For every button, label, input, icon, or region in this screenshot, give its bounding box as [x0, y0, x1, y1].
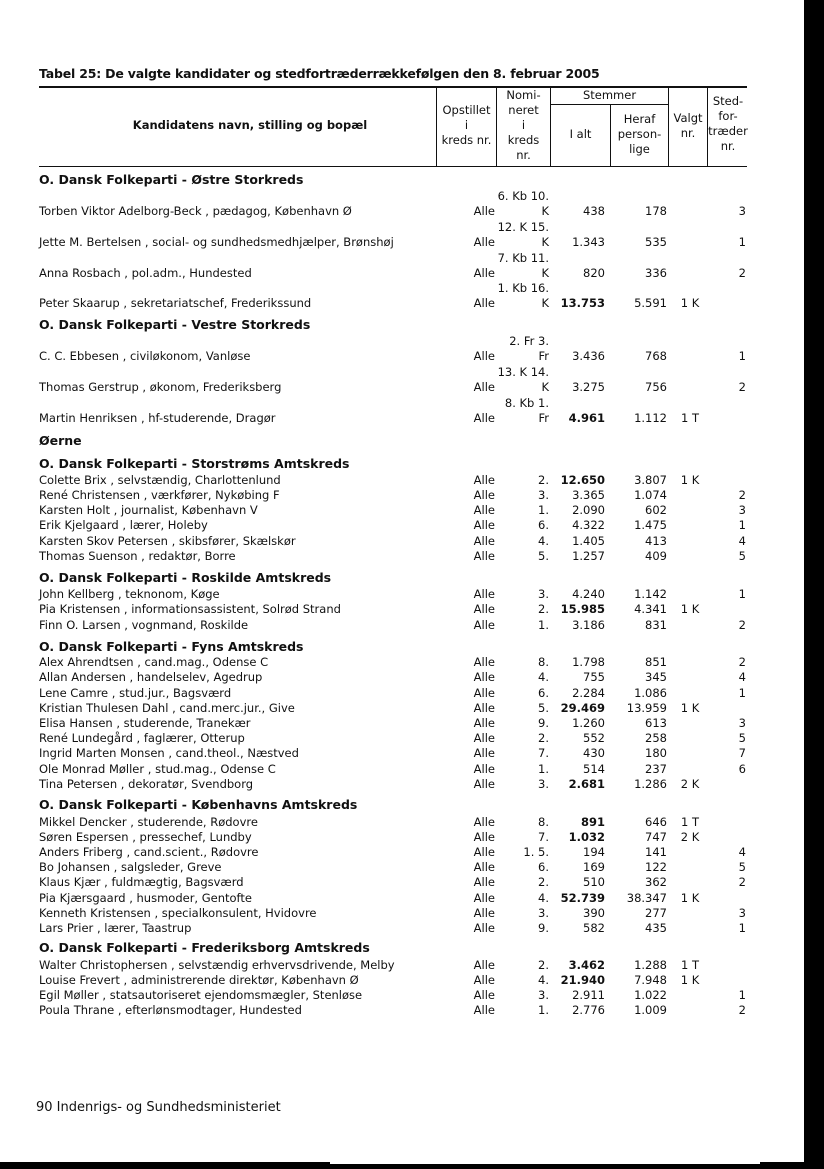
candidate-name: Thomas Gerstrup , økonom, Frederiksberg — [39, 380, 282, 394]
votes-personal: 38.347 — [626, 891, 667, 905]
elected-number: 1 K — [680, 602, 700, 616]
opstillet-cell: Alle — [473, 235, 495, 249]
substitute-number: 6 — [738, 762, 746, 776]
substitute-number: 7 — [738, 746, 746, 760]
votes-personal: 237 — [645, 762, 667, 776]
opstillet-cell: Alle — [473, 815, 495, 829]
elected-number: 1 K — [680, 473, 700, 487]
table-row — [0, 549, 804, 564]
stemmer-rule — [550, 104, 668, 105]
header-sted: Sted- for- træder nr. — [708, 94, 748, 153]
nomineret-cell: 1. 5. — [523, 845, 549, 859]
table-row — [0, 235, 804, 250]
elected-number: 1 T — [681, 411, 699, 425]
nomineret-cell: 1. — [538, 1003, 549, 1017]
table-row — [0, 875, 804, 890]
candidate-name: Pia Kjærsgaard , husmoder, Gentofte — [39, 891, 252, 905]
table-row — [0, 380, 804, 395]
opstillet-cell: Alle — [473, 503, 495, 517]
table-row — [0, 845, 804, 860]
votes-personal: 535 — [645, 235, 667, 249]
opstillet-cell: Alle — [473, 686, 495, 700]
substitute-number: 5 — [738, 860, 746, 874]
votes-total: 4.240 — [572, 587, 605, 601]
opstillet-cell: Alle — [473, 777, 495, 791]
table-row — [0, 618, 804, 633]
substitute-number: 2 — [738, 1003, 746, 1017]
opstillet-cell: Alle — [473, 670, 495, 684]
votes-personal: 1.288 — [634, 958, 667, 972]
table-row — [0, 503, 804, 518]
opstillet-cell: Alle — [473, 958, 495, 972]
votes-total: 755 — [583, 670, 605, 684]
opstillet-cell: Alle — [473, 549, 495, 563]
opstillet-cell: Alle — [473, 534, 495, 548]
nomineret-cell: 4. — [538, 670, 549, 684]
table-row — [0, 746, 804, 761]
nomineret-cell: K — [541, 204, 549, 218]
nomineret-cell: 3. — [538, 587, 549, 601]
votes-personal: 747 — [645, 830, 667, 844]
opstillet-cell: Alle — [473, 988, 495, 1002]
candidate-name: Lene Camre , stud.jur., Bagsværd — [39, 686, 232, 700]
substitute-number: 1 — [738, 349, 746, 363]
nomineret-cell: 5. — [538, 549, 549, 563]
opstillet-cell: Alle — [473, 296, 495, 310]
votes-total: 2.284 — [572, 686, 605, 700]
substitute-number: 3 — [738, 906, 746, 920]
page-footer: 90 Indenrigs- og Sundhedsministeriet — [36, 1100, 281, 1115]
candidate-name: Jette M. Bertelsen , social- og sundhedsmedhjælper, Brønshøj — [39, 235, 394, 249]
candidate-name: Martin Henriksen , hf-studerende, Dragør — [39, 411, 276, 425]
nomineret-cell: K — [541, 266, 549, 280]
nomineret-cell: 4. — [538, 534, 549, 548]
opstillet-cell: Alle — [473, 518, 495, 532]
substitute-number: 1 — [738, 518, 746, 532]
header-bottom-rule — [39, 166, 747, 167]
region-heading: Øerne — [39, 433, 82, 448]
votes-personal: 1.074 — [634, 488, 667, 502]
votes-personal: 4.341 — [634, 602, 667, 616]
table-row — [0, 488, 804, 503]
votes-total: 2.776 — [572, 1003, 605, 1017]
candidate-name: Thomas Suenson , redaktør, Borre — [39, 549, 236, 563]
header-i-alt: I alt — [569, 127, 592, 141]
opstillet-cell: Alle — [473, 906, 495, 920]
candidate-name: Alex Ahrendtsen , cand.mag., Odense C — [39, 655, 269, 669]
votes-personal: 336 — [645, 266, 667, 280]
nomineret-cell: 1. — [538, 618, 549, 632]
table-row — [0, 701, 804, 716]
votes-total: 1.343 — [572, 235, 605, 249]
nominated-district: 1. Kb 16. — [497, 281, 549, 295]
candidate-name: Tina Petersen , dekoratør, Svendborg — [39, 777, 254, 791]
nominated-district: 2. Fr 3. — [509, 334, 549, 348]
table-row — [0, 587, 804, 602]
opstillet-cell: Alle — [473, 349, 495, 363]
nomineret-cell: 4. — [538, 891, 549, 905]
votes-personal: 768 — [645, 349, 667, 363]
opstillet-cell: Alle — [473, 701, 495, 715]
candidate-name: Louise Frevert , administrerende direktør, København Ø — [39, 973, 359, 987]
nominated-district: 7. Kb 11. — [497, 251, 549, 265]
votes-personal: 851 — [645, 655, 667, 669]
elected-number: 1 K — [680, 296, 700, 310]
candidate-name: Erik Kjelgaard , lærer, Holeby — [39, 518, 208, 532]
opstillet-cell: Alle — [473, 921, 495, 935]
opstillet-cell: Alle — [473, 762, 495, 776]
table-row — [0, 988, 804, 1003]
nomineret-cell: K — [541, 235, 549, 249]
header-stemmer: Stemmer — [582, 88, 637, 102]
table-row — [0, 296, 804, 311]
scan-edge-gap — [330, 1162, 760, 1164]
candidate-name: Kenneth Kristensen , specialkonsulent, Hvidovre — [39, 906, 317, 920]
substitute-number: 2 — [738, 875, 746, 889]
votes-total: 3.462 — [568, 958, 605, 972]
opstillet-cell: Alle — [473, 380, 495, 394]
table-row — [0, 891, 804, 906]
table-row — [0, 815, 804, 830]
opstillet-cell: Alle — [473, 875, 495, 889]
votes-personal: 3.807 — [634, 473, 667, 487]
votes-personal: 831 — [645, 618, 667, 632]
votes-total: 4.322 — [572, 518, 605, 532]
votes-total: 430 — [583, 746, 605, 760]
table-row — [0, 602, 804, 617]
opstillet-cell: Alle — [473, 731, 495, 745]
opstillet-cell: Alle — [473, 716, 495, 730]
votes-total: 169 — [583, 860, 605, 874]
opstillet-cell: Alle — [473, 618, 495, 632]
votes-personal: 1.022 — [634, 988, 667, 1002]
section-heading: O. Dansk Folkeparti - Østre Storkreds — [39, 172, 304, 187]
votes-total: 194 — [583, 845, 605, 859]
section-heading: O. Dansk Folkeparti - Vestre Storkreds — [39, 317, 311, 332]
substitute-number: 2 — [738, 618, 746, 632]
votes-total: 390 — [583, 906, 605, 920]
opstillet-cell: Alle — [473, 488, 495, 502]
opstillet-cell: Alle — [473, 891, 495, 905]
candidate-name: John Kellberg , teknonom, Køge — [39, 587, 220, 601]
table-row — [0, 830, 804, 845]
votes-personal: 1.112 — [634, 411, 667, 425]
table-row — [0, 731, 804, 746]
table-title: Tabel 25: De valgte kandidater og stedfortræderrækkefølgen den 8. februar 2005 — [39, 66, 600, 81]
candidate-name: Karsten Skov Petersen , skibsfører, Skælskør — [39, 534, 296, 548]
votes-personal: 1.009 — [634, 1003, 667, 1017]
substitute-number: 1 — [738, 686, 746, 700]
nomineret-cell: 1. — [538, 503, 549, 517]
candidate-name: Allan Andersen , handelselev, Agedrup — [39, 670, 263, 684]
candidate-name: Walter Christophersen , selvstændig erhvervsdrivende, Melby — [39, 958, 395, 972]
nomineret-cell: 2. — [538, 875, 549, 889]
candidate-name: Kristian Thulesen Dahl , cand.merc.jur., Give — [39, 701, 295, 715]
substitute-number: 2 — [738, 380, 746, 394]
votes-total: 3.186 — [572, 618, 605, 632]
candidate-name: Søren Espersen , pressechef, Lundby — [39, 830, 252, 844]
votes-personal: 362 — [645, 875, 667, 889]
votes-total: 3.275 — [572, 380, 605, 394]
nomineret-cell: 8. — [538, 815, 549, 829]
votes-total: 510 — [583, 875, 605, 889]
table-row — [0, 921, 804, 936]
nomineret-cell: 2. — [538, 731, 549, 745]
substitute-number: 3 — [738, 503, 746, 517]
votes-total: 1.257 — [572, 549, 605, 563]
opstillet-cell: Alle — [473, 473, 495, 487]
table-row — [0, 204, 804, 219]
votes-personal: 277 — [645, 906, 667, 920]
votes-personal: 345 — [645, 670, 667, 684]
nominated-district: 8. Kb 1. — [504, 396, 549, 410]
votes-total: 820 — [583, 266, 605, 280]
nomineret-cell: 8. — [538, 655, 549, 669]
table-row — [0, 762, 804, 777]
candidate-name: Peter Skaarup , sekretariatschef, Frederikssund — [39, 296, 312, 310]
opstillet-cell: Alle — [473, 266, 495, 280]
opstillet-cell: Alle — [473, 973, 495, 987]
candidate-name: Pia Kristensen , informationsassistent, Solrød Strand — [39, 602, 341, 616]
substitute-number: 2 — [738, 655, 746, 669]
candidate-name: Karsten Holt , journalist, København V — [39, 503, 258, 517]
candidate-name: Colette Brix , selvstændig, Charlottenlund — [39, 473, 281, 487]
substitute-number: 5 — [738, 549, 746, 563]
votes-total: 29.469 — [560, 701, 605, 715]
substitute-number: 1 — [738, 921, 746, 935]
votes-total: 3.436 — [572, 349, 605, 363]
elected-number: 1 K — [680, 701, 700, 715]
substitute-number: 1 — [738, 988, 746, 1002]
opstillet-cell: Alle — [473, 845, 495, 859]
votes-total: 514 — [583, 762, 605, 776]
opstillet-cell: Alle — [473, 830, 495, 844]
table-row — [0, 958, 804, 973]
candidate-name: Ole Monrad Møller , stud.mag., Odense C — [39, 762, 276, 776]
nominated-district: 12. K 15. — [497, 220, 549, 234]
elected-number: 1 K — [680, 973, 700, 987]
header-opstillet: Opstillet i kreds nr. — [441, 103, 492, 147]
table-row — [0, 906, 804, 921]
votes-personal: 756 — [645, 380, 667, 394]
opstillet-cell: Alle — [473, 204, 495, 218]
votes-personal: 413 — [645, 534, 667, 548]
opstillet-cell: Alle — [473, 1003, 495, 1017]
nomineret-cell: 4. — [538, 973, 549, 987]
header-valgt: Valgt nr. — [673, 111, 703, 140]
votes-personal: 1.086 — [634, 686, 667, 700]
nomineret-cell: 1. — [538, 762, 549, 776]
table-row — [0, 1003, 804, 1018]
elected-number: 2 K — [680, 777, 700, 791]
votes-total: 582 — [583, 921, 605, 935]
table-row — [0, 670, 804, 685]
nomineret-cell: 2. — [538, 473, 549, 487]
substitute-number: 3 — [738, 204, 746, 218]
votes-personal: 5.591 — [634, 296, 667, 310]
votes-total: 13.753 — [560, 296, 605, 310]
section-heading: O. Dansk Folkeparti - Fyns Amtskreds — [39, 639, 304, 654]
votes-total: 1.405 — [572, 534, 605, 548]
candidate-name: Bo Johansen , salgsleder, Greve — [39, 860, 222, 874]
candidate-name: Klaus Kjær , fuldmægtig, Bagsværd — [39, 875, 244, 889]
nomineret-cell: 3. — [538, 988, 549, 1002]
votes-total: 1.798 — [572, 655, 605, 669]
votes-total: 21.940 — [560, 973, 605, 987]
votes-total: 2.911 — [572, 988, 605, 1002]
table-row — [0, 686, 804, 701]
substitute-number: 2 — [738, 488, 746, 502]
nomineret-cell: 7. — [538, 830, 549, 844]
nomineret-cell: 2. — [538, 958, 549, 972]
substitute-number: 1 — [738, 587, 746, 601]
votes-personal: 409 — [645, 549, 667, 563]
elected-number: 1 K — [680, 891, 700, 905]
candidate-name: Poula Thrane , efterlønsmodtager, Hundested — [39, 1003, 302, 1017]
table-row — [0, 411, 804, 426]
votes-personal: 1.475 — [634, 518, 667, 532]
candidate-name: Ingrid Marten Monsen , cand.theol., Næstved — [39, 746, 299, 760]
candidate-name: Anders Friberg , cand.scient., Rødovre — [39, 845, 259, 859]
opstillet-cell: Alle — [473, 746, 495, 760]
nomineret-cell: K — [541, 296, 549, 310]
votes-total: 1.260 — [572, 716, 605, 730]
section-heading: O. Dansk Folkeparti - Roskilde Amtskreds — [39, 570, 332, 585]
votes-personal: 7.948 — [634, 973, 667, 987]
votes-total: 552 — [583, 731, 605, 745]
section-heading: O. Dansk Folkeparti - Frederiksborg Amtskreds — [39, 940, 370, 955]
votes-total: 52.739 — [560, 891, 605, 905]
candidate-name: Anna Rosbach , pol.adm., Hundested — [39, 266, 252, 280]
votes-total: 2.090 — [572, 503, 605, 517]
votes-total: 2.681 — [568, 777, 605, 791]
nomineret-cell: 9. — [538, 921, 549, 935]
votes-personal: 122 — [645, 860, 667, 874]
substitute-number: 4 — [738, 534, 746, 548]
candidate-name: Lars Prier , lærer, Taastrup — [39, 921, 192, 935]
votes-total: 891 — [580, 815, 605, 829]
table-row — [0, 777, 804, 792]
votes-personal: 646 — [645, 815, 667, 829]
section-heading: O. Dansk Folkeparti - Københavns Amtskreds — [39, 797, 358, 812]
opstillet-cell: Alle — [473, 860, 495, 874]
table-row — [0, 973, 804, 988]
table-row — [0, 473, 804, 488]
votes-personal: 258 — [645, 731, 667, 745]
candidate-name: Egil Møller , statsautoriseret ejendomsmægler, Stenløse — [39, 988, 363, 1002]
header-name: Kandidatens navn, stilling og bopæl — [132, 118, 368, 132]
table-row — [0, 349, 804, 364]
candidate-name: Mikkel Dencker , studerende, Rødovre — [39, 815, 258, 829]
opstillet-cell: Alle — [473, 587, 495, 601]
votes-personal: 178 — [645, 204, 667, 218]
nomineret-cell: Fr — [538, 411, 549, 425]
nomineret-cell: 9. — [538, 716, 549, 730]
candidate-name: René Christensen , værkfører, Nykøbing F — [39, 488, 280, 502]
opstillet-cell: Alle — [473, 602, 495, 616]
nomineret-cell: 3. — [538, 906, 549, 920]
votes-total: 12.650 — [560, 473, 605, 487]
substitute-number: 1 — [738, 235, 746, 249]
opstillet-cell: Alle — [473, 655, 495, 669]
elected-number: 1 T — [681, 815, 699, 829]
votes-personal: 602 — [645, 503, 667, 517]
votes-personal: 180 — [645, 746, 667, 760]
section-heading: O. Dansk Folkeparti - Storstrøms Amtskreds — [39, 456, 350, 471]
nominated-district: 13. K 14. — [497, 365, 549, 379]
candidate-name: C. C. Ebbesen , civiløkonom, Vanløse — [39, 349, 251, 363]
votes-total: 3.365 — [572, 488, 605, 502]
nomineret-cell: 3. — [538, 488, 549, 502]
votes-personal: 435 — [645, 921, 667, 935]
nomineret-cell: Fr — [538, 349, 549, 363]
nomineret-cell: 2. — [538, 602, 549, 616]
nomineret-cell: 6. — [538, 518, 549, 532]
substitute-number: 4 — [738, 845, 746, 859]
header-heraf: Heraf person- lige — [617, 112, 662, 156]
elected-number: 2 K — [680, 830, 700, 844]
scan-edge-right — [804, 0, 824, 1169]
votes-total: 1.032 — [568, 830, 605, 844]
nomineret-cell: K — [541, 380, 549, 394]
nomineret-cell: 6. — [538, 860, 549, 874]
votes-total: 438 — [583, 204, 605, 218]
votes-personal: 13.959 — [626, 701, 667, 715]
table-row — [0, 518, 804, 533]
nomineret-cell: 7. — [538, 746, 549, 760]
candidate-name: Torben Viktor Adelborg-Beck , pædagog, København Ø — [39, 204, 352, 218]
nomineret-cell: 5. — [538, 701, 549, 715]
substitute-number: 5 — [738, 731, 746, 745]
opstillet-cell: Alle — [473, 411, 495, 425]
votes-total: 15.985 — [560, 602, 605, 616]
table-row — [0, 266, 804, 281]
table-row — [0, 534, 804, 549]
substitute-number: 4 — [738, 670, 746, 684]
votes-personal: 1.286 — [634, 777, 667, 791]
substitute-number: 3 — [738, 716, 746, 730]
votes-personal: 1.142 — [634, 587, 667, 601]
votes-total: 4.961 — [568, 411, 605, 425]
table-row — [0, 716, 804, 731]
table-row — [0, 655, 804, 670]
candidate-name: René Lundegård , faglærer, Otterup — [39, 731, 245, 745]
votes-personal: 613 — [645, 716, 667, 730]
nominated-district: 6. Kb 10. — [497, 189, 549, 203]
candidate-name: Elisa Hansen , studerende, Tranekær — [39, 716, 251, 730]
candidate-name: Finn O. Larsen , vognmand, Roskilde — [39, 618, 249, 632]
header-nomineret: Nomi- neret i kreds nr. — [506, 88, 541, 162]
substitute-number: 2 — [738, 266, 746, 280]
nomineret-cell: 3. — [538, 777, 549, 791]
elected-number: 1 T — [681, 958, 699, 972]
table-row — [0, 860, 804, 875]
nomineret-cell: 6. — [538, 686, 549, 700]
votes-personal: 141 — [645, 845, 667, 859]
